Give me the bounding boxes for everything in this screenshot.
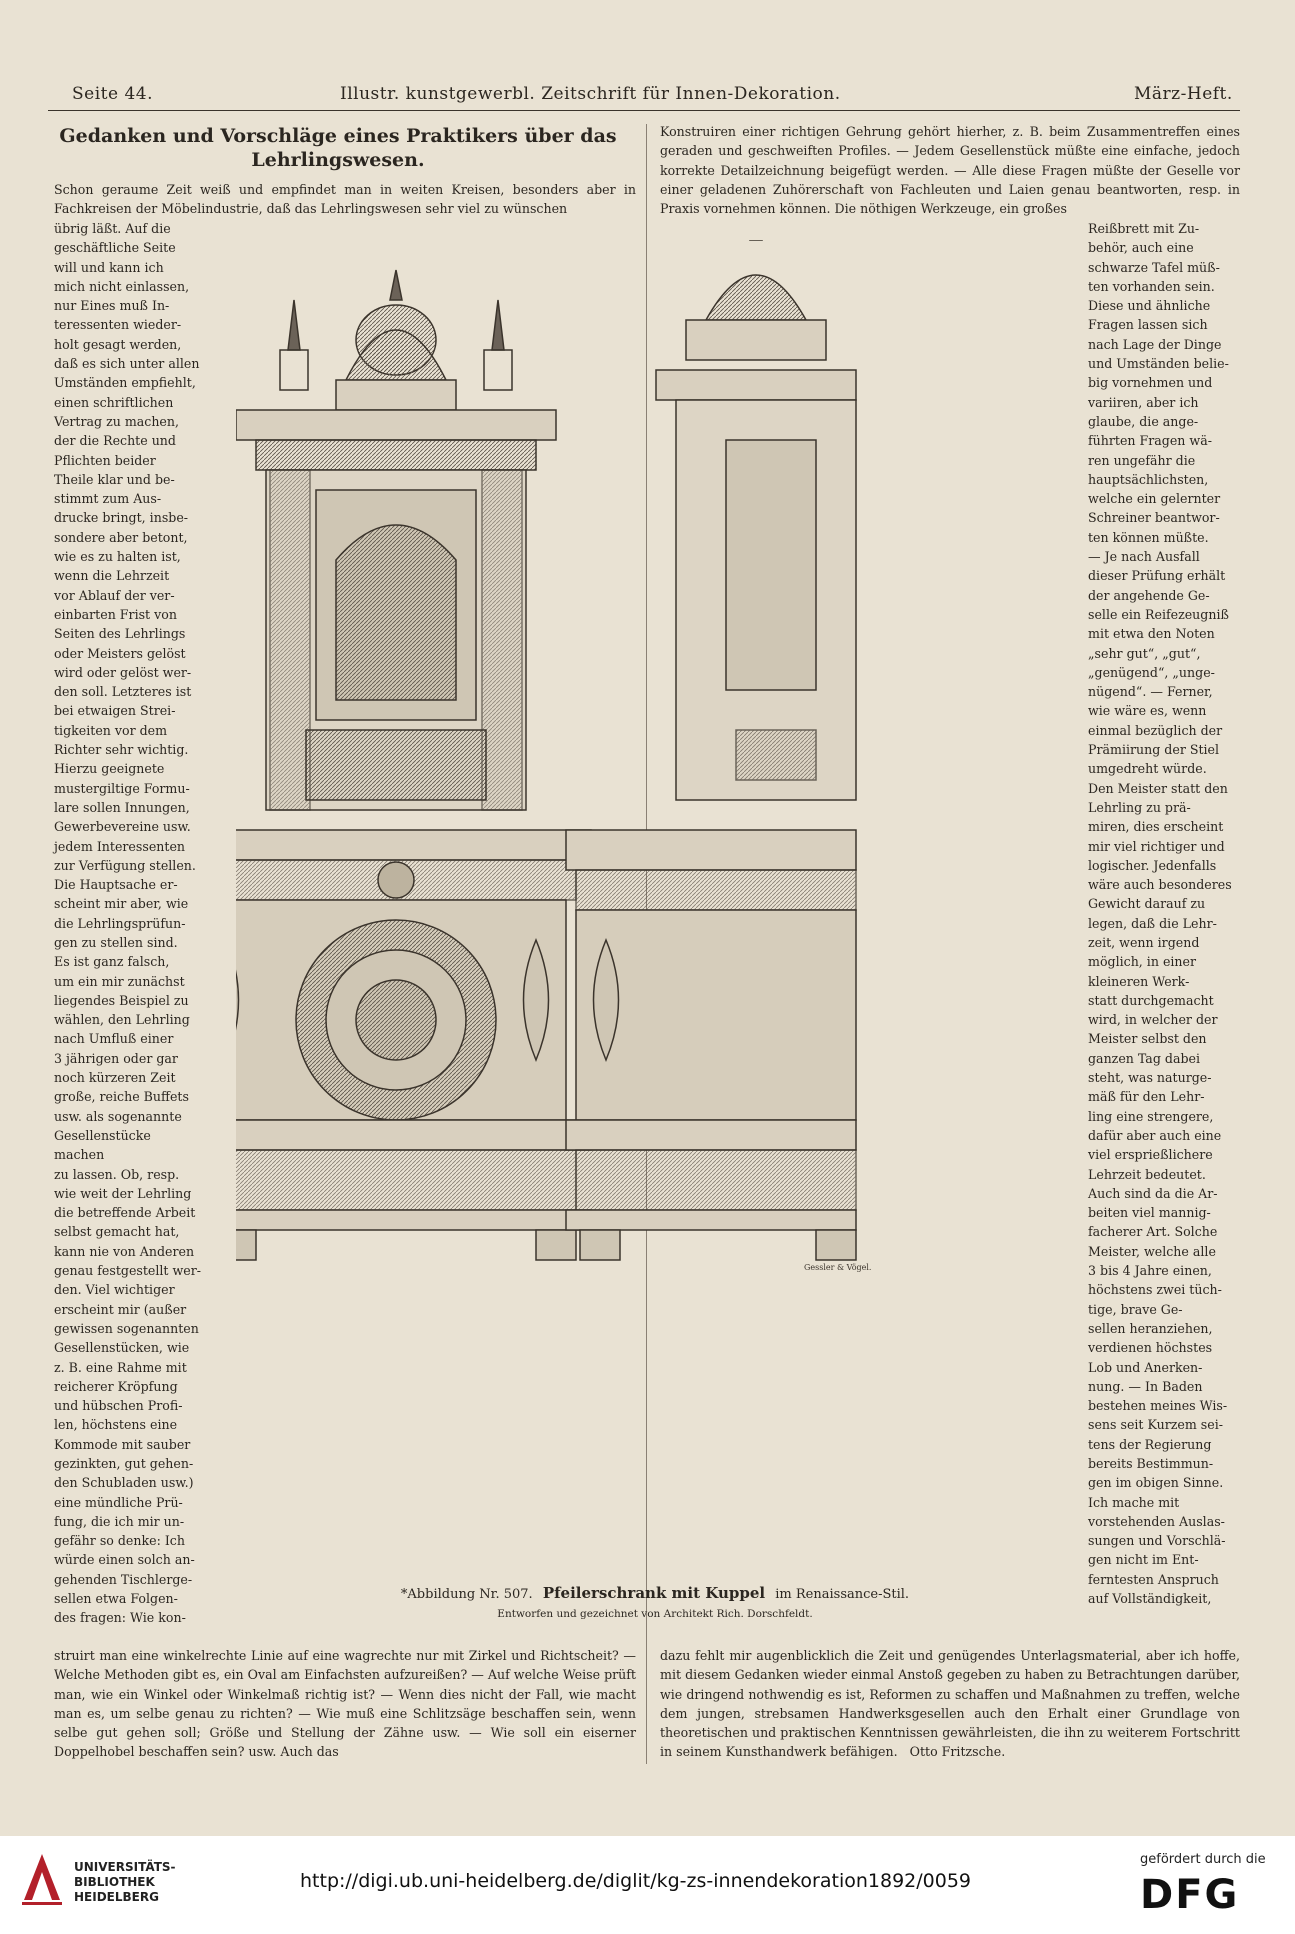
journal-title: Illustr. kunstgewerbl. Zeitschrift für Innen-Dekoration. [340, 84, 841, 104]
side-view-cabinet [566, 240, 856, 1260]
figure-credit: Entworfen und gezeichnet von Architekt Rich. Dorschfeldt. [497, 1608, 813, 1620]
library-name [74, 1860, 176, 1905]
right-bottom-body: dazu fehlt mir augenblicklich die Zeit und genügendes Unterlagsmaterial, aber ich hoffe, mit diesem Gedanken wieder einmal Anstoß gegeben zu haben zu Betrachtungen darüber, wie dringend nothwendig es ist, Reformen zu schaffen und Maßnahmen zu treffen, welche dem jungen, strebsamen Handwerksgesellen auch den Erhalt einer Grundlage von theoretischen und praktischen Kenntnissen gewährleisten, die ihn zu weiterem Fortschritt in seinem Kunsthandwerk befähigen. [660, 1648, 1240, 1760]
caption-label: *Abbildung Nr. 507. [400, 1587, 533, 1602]
header-rule [48, 110, 1240, 111]
caption-title: Pfeilerschrank mit Kuppel [542, 1584, 766, 1602]
library-line-3: HEIDELBERG [74, 1890, 159, 1904]
caption-style: im Renaissance-Stil. [775, 1587, 910, 1602]
right-column-text: Reißbrett mit Zu- behör, auch eine schwarze Tafel müß- ten vorhanden sein. Diese und ähnliche Fragen lassen sich nach Lage der Dinge und Umständen belie- big vornehmen und variiren, aber ich glaube, die ange- führten Fragen wä- ren ungefähr die hauptsächlichsten, welche ein gelernter Schreiner beantwor- ten können müßte. — Je nach Ausfall dieser Prüfung erhält der angehende Ge- selle ein Reifezeugniß mit etwa den Noten „sehr gut“, „gut“, „genügend“, „unge- nügend“. — Ferner, wie wäre es, wenn einmal bezüglich der Prämiirung der Stiel umgedreht würde. Den Meister statt den Lehrling zu prä- miren, dies erscheint mir viel richtiger und logischer. Jedenfalls wäre auch besonderes Gewicht darauf zu legen, daß die Lehr- zeit, wenn irgend möglich, in einer kleineren Werk- statt durchgemacht wird, in welcher der Meister selbst den ganzen Tag dabei steht, was naturge- mäß für den Lehr- ling eine strengere, dafür aber auch eine viel ersprießlichere Lehrzeit bedeutet. Auch sind da die Ar- beiten viel mannig- facherer Art. Solche Meister, welche alle 3 bis 4 Jahre einen, höchstens zwei tüch- tige, brave Ge- sellen heranziehen, verdienen höchstes Lob und Anerken- nung. — In Baden bestehen meines Wis- sens seit Kurzem sei- tens der Regierung bereits Bestimmun- gen im obigen Sinne. Ich mache mit vorstehenden Auslas- sungen und Vorschlä- gen nicht im Ent- ferntesten Anspruch auf Vollständigkeit, [1088, 221, 1232, 1607]
cabinet-illustration [236, 240, 1086, 1580]
library-logo-icon [18, 1850, 66, 1906]
left-column-text: übrig läßt. Auf die geschäftliche Seite will und kann ich mich nicht einlassen, nur Eines muß In- teressenten wieder- holt gesagt werden, daß es sich unter allen Umständen empfiehlt, einen schriftlichen Vertrag zu machen, der die Rechte und Pflichten beider Theile klar und be- stimmt zum Aus- drucke bringt, insbe- sondere aber betont, wie es zu halten ist, wenn die Lehrzeit vor Ablauf der ver- einbarten Frist von Seiten des Lehrlings oder Meisters gelöst wird oder gelöst wer- den soll. Letzteres ist bei etwaigen Strei- tigkeiten vor dem Richter sehr wichtig. Hierzu geeignete mustergiltige Formu- lare sollen Innungen, Gewerbevereine usw. jedem Interessenten zur Verfügung stellen. Die Hauptsache er- scheint mir aber, wie die Lehrlingsprüfun- gen zu stellen sind. Es ist ganz falsch, um ein mir zunächst liegendes Beispiel zu wählen, den Lehrling nach Umfluß einer 3 jährigen oder gar noch kürzeren Zeit große, reiche Buffets usw. als sogenannte Gesellenstücke machen zu lassen. Ob, resp. wie weit der Lehrling die betreffende Arbeit selbst gemacht hat, kann nie von Anderen genau festgestellt wer- den. Viel wichtiger erscheint mir (außer gewissen sogenannten Gesellenstücken, wie z. B. eine Rahme mit reicherer Kröpfung und hübschen Profi- len, höchstens eine Kommode mit sauber gezinkten, gut gehen- den Schubladen usw.) eine mündliche Prü- fung, die ich mir un- gefähr so denke: Ich würde einen solch an- gehenden Tischlerge- sellen etwa Folgen- des fragen: Wie kon- [54, 221, 202, 1626]
author-name: Otto Fritzsche. [909, 1744, 1006, 1760]
left-bottom-text: struirt man eine winkelrechte Linie auf eine wagrechte nur mit Zirkel und Richtscheit? — Welche Methoden gibt es, ein Oval am Einfachsten aufzureißen? — Auf welche Weise prüft man, wie ein Winkel oder Winkelmaß richtig ist? — Wenn dies nicht der Fall, wie macht man es, um selbe genau zu richten? — Wie muß eine Schlitzsäge beschaffen sein, wenn selbe gut gehen soll; Größe und Stellung der Zähne usw. — Wie soll ein eiserner Doppelhobel beschaffen sein? usw. Auch das [54, 1648, 636, 1760]
article-intro: Schon geraume Zeit weiß und empfindet man in weiten Kreisen, besonders aber in Fachkreisen der Möbelindustrie, daß das Lehrlingswesen sehr viel zu wünschen [54, 182, 636, 217]
figure-caption [240, 1584, 1070, 1602]
engraver-signature: Gessler & Vögel. [804, 1263, 872, 1272]
article-title: Gedanken und Vorschläge eines Praktikers über das Lehrlingswesen. [59, 125, 617, 171]
library-line-2: BIBLIOTHEK [74, 1875, 155, 1889]
issue-label: März-Heft. [1134, 84, 1233, 104]
right-column-top: Konstruiren einer richtigen Gehrung gehört hierher, z. B. beim Zusammentreffen eines geraden und geschweiften Profiles. — Jedem Gesellenstück müßte eine einfache, jedoch korrekte Detailzeichnung beigefügt werden. — Alle diese Fragen müßte der Geselle vor einer geladenen Zuhörerschaft von Fachleuten und Laien genau beantworten, resp. in Praxis vornehmen können. Die nöthigen Werkzeuge, ein großes [660, 124, 1240, 217]
page-number: Seite 44. [72, 84, 153, 104]
sponsor-note: gefördert durch die [1140, 1852, 1266, 1867]
library-line-1: UNIVERSITÄTS- [74, 1860, 176, 1874]
right-bottom-text [660, 1646, 1240, 1762]
front-view-cabinet [236, 270, 591, 1260]
dfg-logo: DFG [1140, 1872, 1240, 1918]
source-url-link[interactable]: http://digi.ub.uni-heidelberg.de/diglit/kg-zs-innendekoration1892/0059 [300, 1870, 972, 1892]
